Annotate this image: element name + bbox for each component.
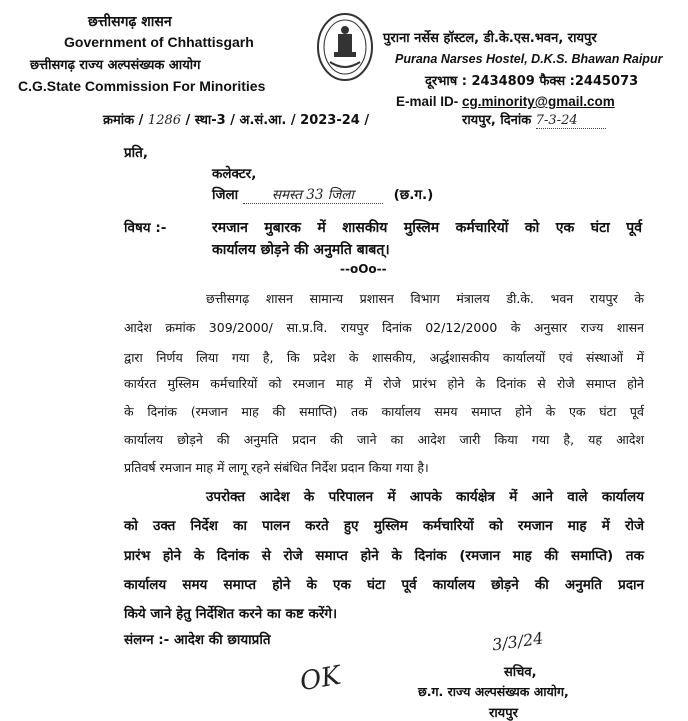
para1-line: द्वारा निर्णय लिया गया है, कि प्रदेश के शासकीय, अर्द्धशासकीय कार्यालयों एवं संस्थाओं में	[124, 350, 644, 365]
para2-line: उपरोक्त आदेश के परिपालन में आपके कार्यक्षेत्र में आने वाले कार्यालय	[206, 489, 644, 505]
addressee-designation: कलेक्टर,	[212, 166, 257, 182]
subject-line-2: कार्यालय छोड़ने की अनुमति बाबत्।	[212, 242, 390, 258]
prati-label: प्रति,	[124, 145, 149, 161]
reference-suffix: / स्था-3 / अ.सं.आ. / 2023-24 /	[185, 113, 370, 128]
para2-line: कार्यालय समय समाप्त होने के एक घंटा पूर्व कार्यालय छोड़ने की अनुमति प्रदान	[124, 577, 644, 593]
state-label: (छ.ग.)	[393, 187, 434, 203]
govt-name-english: Government of Chhattisgarh	[64, 34, 254, 50]
govt-name-hindi: छत्तीसगढ़ शासन	[88, 14, 172, 30]
para1-line: कार्यालय छोड़ने की अनुमति प्रदान की जाने का आदेश जारी किया गया है, यह आदेश	[124, 432, 644, 447]
para1-line: आदेश क्रमांक 309/2000/ सा.प्र.वि. रायपुर दिनांक 02/12/2000 के अनुसार राज्य शासन	[124, 320, 644, 335]
email-address[interactable]: cg.minority@gmail.com	[462, 94, 615, 109]
reference-line	[103, 110, 369, 128]
district-label: जिला	[212, 187, 239, 203]
phone-fax: दूरभाष : 2434809 फैक्स :2445073	[425, 74, 639, 89]
para1-line: छत्तीसगढ़ शासन सामान्य प्रशासन विभाग मंत्रालय डी.के. भवन रायपुर के	[206, 291, 644, 306]
addressee-district-line	[212, 185, 433, 204]
separator: --oOo--	[340, 262, 387, 276]
reference-prefix: क्रमांक /	[103, 113, 144, 128]
subject-line-1: रमजान मुबारक में शासकीय मुस्लिम कर्मचारियों को एक घंटा पूर्व	[212, 220, 642, 236]
email-label: E-mail ID-	[396, 94, 459, 109]
para2-line: को उक्त निर्देश का पालन करते हुए मुस्लिम कर्मचारियों को रमजान माह में रोजे	[124, 518, 644, 534]
signatory-place: रायपुर	[489, 706, 518, 721]
date-line	[462, 110, 606, 129]
state-emblem-icon	[316, 12, 374, 82]
date-value: 7-3-24	[536, 113, 606, 129]
commission-name-hindi: छत्तीसगढ़ राज्य अल्पसंख्यक आयोग	[30, 58, 201, 73]
initials-mark: OK	[297, 660, 344, 698]
signatory-office: छ.ग. राज्य अल्पसंख्यक आयोग,	[418, 684, 569, 699]
signatory-designation: सचिव,	[504, 665, 537, 680]
para1-line: के दिनांक (रमजान माह की समाप्ति) तक कार्यालय समय समाप्त होने के एक घंटा पूर्व	[124, 404, 644, 419]
subject-label: विषय :-	[124, 220, 167, 236]
para2-line: प्रारंभ होने के दिनांक से रोजे समाप्त होने के दिनांक (रमजान माह की समाप्ति) तक	[124, 548, 644, 564]
para2-line: किये जाने हेतु निर्देशित करने का कष्ट करेंगे।	[124, 606, 338, 622]
reference-number: 1286	[147, 113, 182, 128]
district-value: समस्त 33 जिला	[243, 185, 383, 204]
enclosure-line: संलग्न :- आदेश की छायाप्रति	[124, 632, 271, 648]
address-english: Purana Narses Hostel, D.K.S. Bhawan Raipur	[395, 52, 663, 66]
para1-line: प्रतिवर्ष रमजान माह में लागू रहने संबंधित निर्देश प्रदान किया गया है।	[124, 460, 429, 475]
email-line	[396, 94, 615, 109]
date-label: रायपुर, दिनांक	[462, 113, 532, 128]
address-hindi: पुराना नर्सेस हॉस्टल, डी.के.एस.भवन, रायपुर	[383, 31, 597, 46]
para1-line: कार्यरत मुस्लिम कर्मचारियों को रमजान माह में रोजे प्रारंभ होने के दिनांक से रोजे समाप्त होने	[124, 376, 644, 391]
commission-name-english: C.G.State Commission For Minorities	[18, 78, 266, 94]
signature-mark: 3/3/24	[490, 628, 545, 655]
